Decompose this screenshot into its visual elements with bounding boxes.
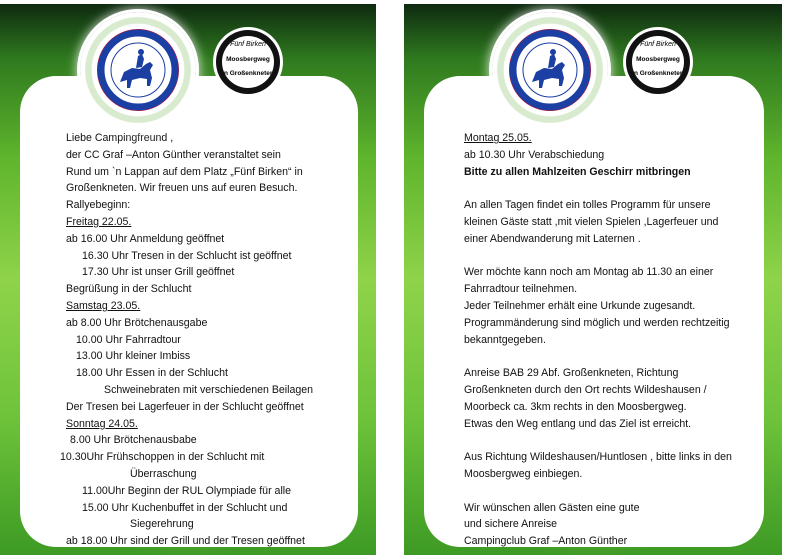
signature-club-name: Campingclub Graf –Anton Günther: [464, 535, 628, 548]
text-line: 8.00 Uhr Brötchenausbabe: [70, 434, 197, 447]
text-line: Schweinebraten mit verschiedenen Beilagen: [104, 383, 314, 396]
blank-line: [424, 432, 764, 449]
badge-line-3: in Großenkneten: [632, 70, 684, 77]
text-line: Etwas den Weg entlang und das Ziel ist erreicht.: [464, 417, 692, 430]
blank-line: [424, 248, 764, 265]
text-line: ab 8.00 Uhr Brötchenausgabe: [66, 316, 208, 329]
text-line: Begrüßung in der Schlucht: [66, 283, 192, 296]
text-line: An allen Tagen findet ein tolles Programm für unsere: [464, 199, 711, 212]
text-line: Programmänderung sind möglich und werden rechtzeitig: [464, 316, 730, 329]
dishes-notice: Bitte zu allen Mahlzeiten Geschirr mitbringen: [464, 165, 691, 178]
right-page-text: [424, 130, 764, 550]
fuenf-birken-badge: [626, 30, 690, 94]
badge-line-2: Moosbergweg: [636, 56, 680, 63]
text-line: 17.30 Uhr ist unser Grill geöffnet: [82, 266, 235, 279]
badge-line-2: Moosbergweg: [226, 56, 270, 63]
text-line: und sichere Anreise: [464, 518, 558, 531]
left-page-text: [20, 130, 358, 550]
right-flyer-page: [404, 4, 782, 555]
text-line: Liebe Campingfreund ,: [66, 132, 174, 144]
blank-line: [424, 180, 764, 197]
fuenf-birken-badge: [216, 30, 280, 94]
day-heading-sunday: Sonntag 24.05.: [66, 417, 138, 430]
text-line: Großenkneten. Wir freuen uns auf euren Besuch.: [66, 182, 298, 195]
day-heading-friday: Freitag 22.05.: [66, 215, 132, 228]
day-heading-saturday: Samstag 23.05.: [66, 299, 141, 312]
text-line: Rallyebeginn:: [66, 199, 131, 212]
left-flyer-page: [0, 4, 376, 555]
text-line: Moorbeck ca. 3km rechts in den Moosbergweg.: [464, 400, 687, 413]
text-line: Aus Richtung Wildeshausen/Huntlosen , bitte links in den: [464, 451, 732, 464]
text-line: 13.00 Uhr kleiner Imbiss: [76, 350, 191, 363]
text-line: Anreise BAB 29 Abf. Großenkneten, Richtung: [464, 367, 679, 380]
text-line: bekanntgegeben.: [464, 333, 546, 346]
text-line: Siegerehrung: [130, 518, 194, 531]
blank-line: [424, 483, 764, 500]
badge-line-3: in Großenkneten: [222, 70, 274, 77]
blank-line: [424, 348, 764, 365]
horse-rider-seal-icon: [492, 12, 608, 128]
text-line: ab 10.30 Uhr Verabschiedung: [464, 148, 605, 161]
text-line: Fahrradtour teilnehmen.: [464, 283, 578, 296]
text-line: 10.30Uhr Frühschoppen in der Schlucht mit: [60, 451, 265, 464]
text-line: einer Abendwanderung mit Laternen .: [464, 232, 641, 245]
badge-line-1: Fünf Birken: [230, 41, 266, 48]
text-line: der CC Graf –Anton Günther veranstaltet sein: [66, 148, 281, 161]
left-card: [20, 76, 358, 547]
text-line: Moosbergweg einbiegen.: [464, 467, 583, 480]
text-line: 10.00 Uhr Fahrradtour: [76, 333, 181, 346]
badge-line-1: Fünf Birken: [640, 41, 676, 48]
text-line: Der Tresen bei Lagerfeuer in der Schlucht geöffnet: [66, 400, 304, 413]
text-line: Rund um `n Lappan auf dem Platz „Fünf Birken“ in: [66, 165, 303, 178]
text-line: 15.00 Uhr Kuchenbuffet in der Schlucht und: [82, 501, 288, 514]
club-seal-logo: [80, 12, 196, 128]
text-line: 18.00 Uhr Essen in der Schlucht: [76, 367, 228, 380]
club-seal-logo: [492, 12, 608, 128]
text-line: ab 18.00 Uhr sind der Grill und der Tresen geöffnet: [66, 535, 305, 548]
text-line: Wir wünschen allen Gästen eine gute: [464, 501, 640, 514]
right-card: [424, 76, 764, 547]
text-line: kleinen Gäste statt ,mit vielen Spielen ,Lagerfeuer und: [464, 215, 719, 228]
text-line: Jeder Teilnehmer erhält eine Urkunde zugesandt.: [464, 299, 696, 312]
text-line: Großenkneten durch den Ort rechts Wildeshausen /: [464, 383, 707, 396]
text-line: 16.30 Uhr Tresen in der Schlucht ist geöffnet: [82, 249, 292, 262]
text-line: Überraschung: [130, 467, 197, 480]
horse-rider-seal-icon: [80, 12, 196, 128]
text-line: 11.00Uhr Beginn der RUL Olympiade für alle: [82, 484, 292, 497]
text-line: Wer möchte kann noch am Montag ab 11.30 an einer: [464, 266, 714, 279]
text-line: ab 16.00 Uhr Anmeldung geöffnet: [66, 232, 225, 245]
day-heading-monday: Montag 25.05.: [464, 132, 532, 144]
